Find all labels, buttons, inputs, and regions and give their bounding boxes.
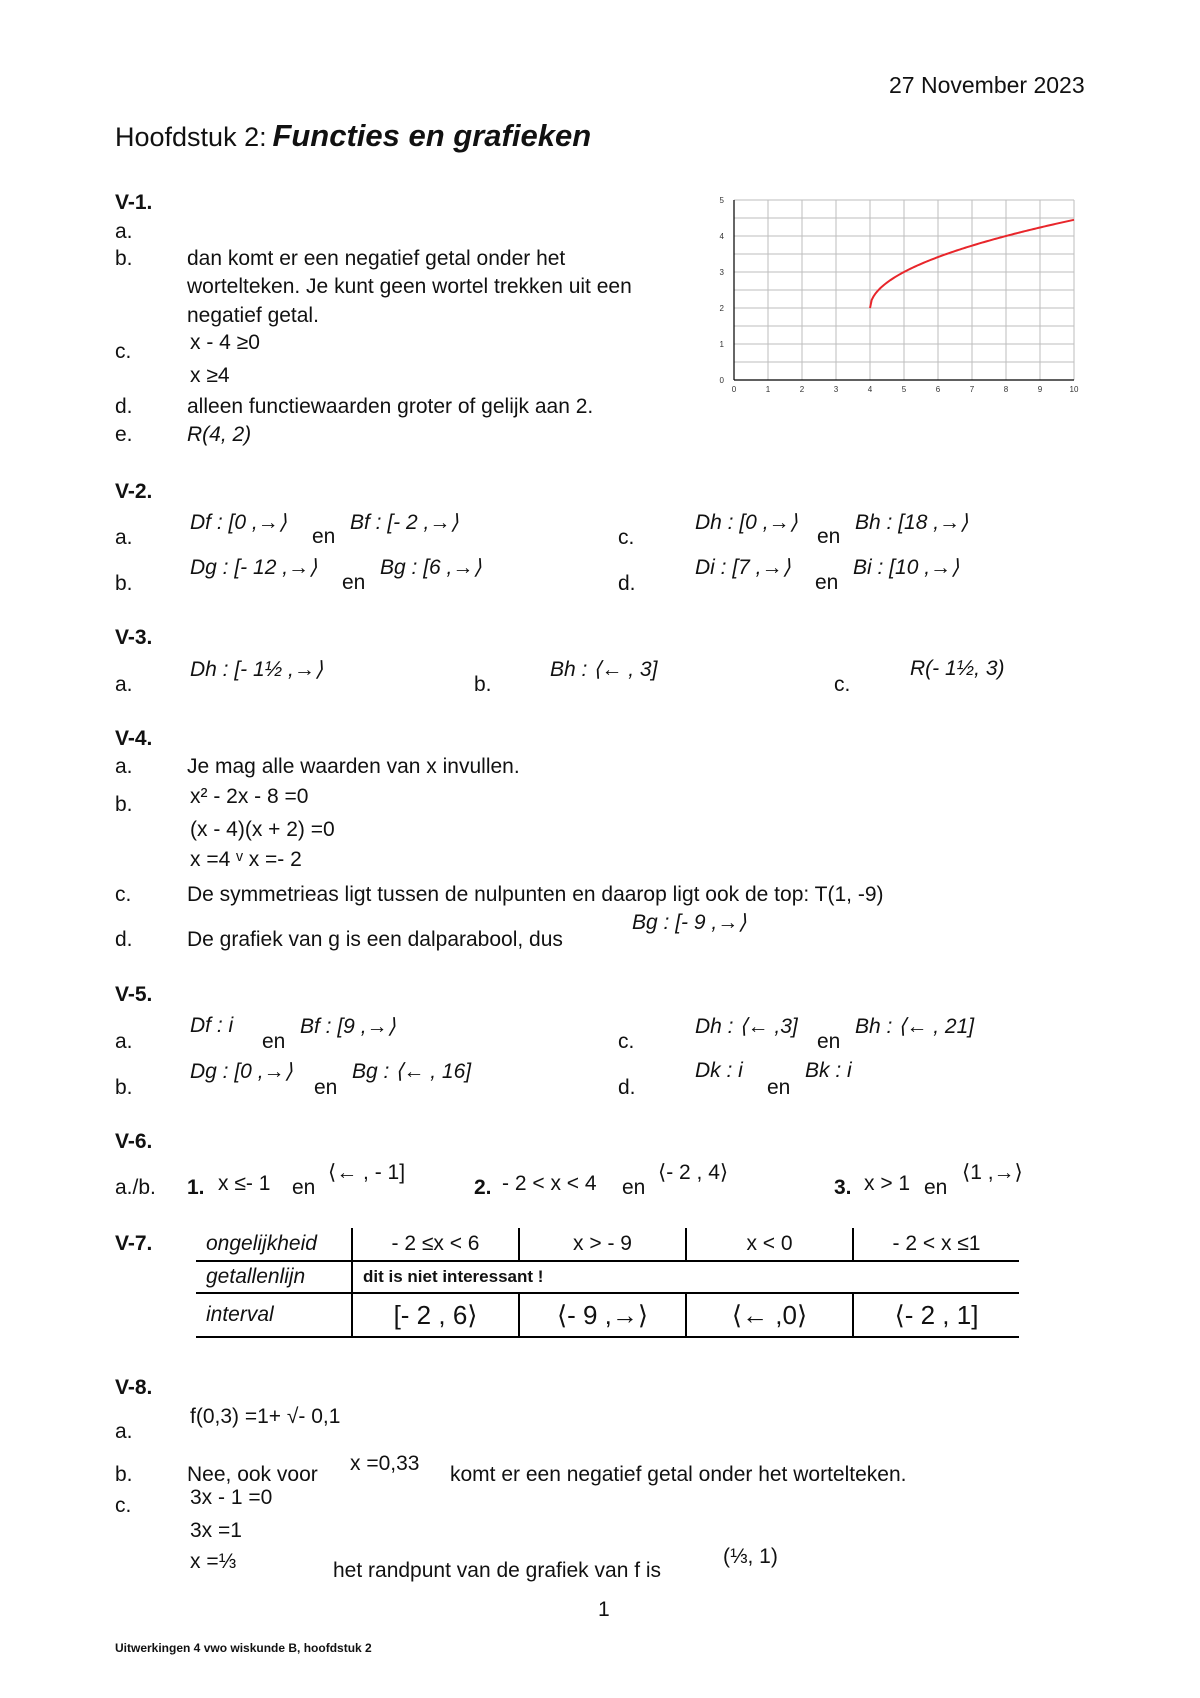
x-tick-label: 3 (833, 385, 839, 394)
v7-ineq-4: - 2 < x ≤1 (853, 1228, 1019, 1261)
x-tick-label: 7 (969, 385, 975, 394)
x-tick-label: 5 (901, 385, 907, 394)
y-tick-label: 2 (719, 304, 724, 313)
v1-a-label: a. (115, 220, 133, 243)
v5-a-range: Bf : [9 ,→⟩ (300, 1015, 396, 1038)
v2-a-domain: Df : [0 ,→⟩ (190, 511, 287, 534)
v3-b-label: b. (474, 673, 492, 696)
v5-c-label: c. (618, 1030, 635, 1053)
v1-b-label: b. (115, 247, 133, 270)
v7-interval-1: [- 2 , 6⟩ (352, 1293, 519, 1337)
v8-c-label: c. (115, 1494, 132, 1517)
v8-b-text2: komt er een negatief getal onder het wortelteken. (450, 1463, 907, 1486)
v8-head: V-8. (115, 1376, 153, 1399)
v1-e-label: e. (115, 423, 133, 446)
v4-a-text: Je mag alle waarden van x invullen. (187, 755, 520, 778)
v7-table (196, 1228, 1019, 1338)
v1-c-label: c. (115, 340, 132, 363)
v6-interval3: ⟨1 ,→⟩ (962, 1161, 1023, 1184)
v1-d-text: alleen functiewaarden groter of gelijk aan 2. (187, 395, 594, 418)
v7-row-ineq-head: ongelijkheid (196, 1228, 352, 1261)
x-tick-label: 2 (799, 385, 805, 394)
v4-d-text: De grafiek van g is een dalparabool, dus (187, 928, 563, 951)
v2-a-en: en (312, 525, 336, 548)
v2-a-range: Bf : [- 2 ,→⟩ (350, 511, 459, 534)
v3-a-text: Dh : [- 1½ ,→⟩ (190, 658, 324, 681)
v5-b-label: b. (115, 1076, 133, 1099)
v7-interval-2: ⟨- 9 ,→⟩ (519, 1293, 686, 1337)
v1-head: V-1. (115, 191, 153, 214)
x-tick-label: 1 (765, 385, 771, 394)
v6-num3: 3. (834, 1176, 852, 1199)
v5-b-range: Bg : ⟨← , 16] (352, 1060, 472, 1083)
y-tick-label: 4 (719, 232, 724, 241)
x-tick-label: 6 (935, 385, 941, 394)
v5-c-en: en (817, 1030, 841, 1053)
x-tick-label: 9 (1037, 385, 1043, 394)
v2-b-label: b. (115, 572, 133, 595)
v1-b-line1: dan komt er een negatief getal onder het (187, 247, 566, 270)
v5-c-domain: Dh : ⟨← ,3] (695, 1015, 798, 1038)
table-row (196, 1261, 1019, 1293)
v4-d-label: d. (115, 928, 133, 951)
v1-e-text: R(4, 2) (187, 423, 252, 446)
y-tick-label: 0 (719, 376, 724, 385)
v8-b-label: b. (115, 1463, 133, 1486)
v6-ineq1: x ≤- 1 (218, 1172, 271, 1195)
y-tick-label: 5 (719, 196, 724, 205)
v6-ineq3: x > 1 (864, 1172, 911, 1195)
title-main: Functies en grafieken (272, 118, 592, 153)
v8-c-line3: x =⅓ (190, 1550, 237, 1573)
v3-c-label: c. (834, 673, 851, 696)
v3-c-text: R(- 1½, 3) (910, 657, 1005, 680)
v7-row-line-head: getallenlijn (196, 1261, 352, 1293)
v7-ineq-3: x < 0 (686, 1228, 853, 1261)
v7-note: dit is niet interessant ! (352, 1261, 1019, 1293)
date: 27 November 2023 (889, 72, 1085, 98)
v2-c-range: Bh : [18 ,→⟩ (855, 511, 969, 534)
y-tick-label: 1 (719, 340, 724, 349)
title-lead: Hoofdstuk 2: (115, 122, 267, 152)
v6-interval1: ⟨← , - 1] (328, 1161, 406, 1184)
v3-b-text: Bh : ⟨← , 3] (550, 658, 658, 681)
v7-ineq-2: x > - 9 (519, 1228, 686, 1261)
v1-chart (712, 192, 1082, 402)
x-tick-label: 0 (731, 385, 737, 394)
v5-c-range: Bh : ⟨← , 21] (855, 1015, 975, 1038)
v7-interval-4: ⟨- 2 , 1] (853, 1293, 1019, 1337)
table-row (196, 1228, 1019, 1261)
v5-d-domain: Dk : i (695, 1059, 743, 1082)
v5-b-domain: Dg : [0 ,→⟩ (190, 1060, 293, 1083)
v6-num1: 1. (187, 1176, 205, 1199)
v6-en1: en (292, 1176, 316, 1199)
v7-interval-3: ⟨← ,0⟩ (686, 1293, 853, 1337)
v1-b-line2: wortelteken. Je kunt geen wortel trekken uit een (187, 275, 632, 298)
v2-a-label: a. (115, 526, 133, 549)
v2-d-label: d. (618, 572, 636, 595)
v6-label: a./b. (115, 1176, 156, 1199)
v7-head: V-7. (115, 1232, 153, 1255)
v2-c-label: c. (618, 526, 635, 549)
v6-en2: en (622, 1176, 646, 1199)
v2-d-range: Bi : [10 ,→⟩ (853, 556, 960, 579)
v4-b-line3: x =4 ᵛ x =- 2 (190, 848, 302, 871)
v2-c-domain: Dh : [0 ,→⟩ (695, 511, 798, 534)
v4-b-line1: x² - 2x - 8 =0 (190, 785, 309, 808)
v5-d-label: d. (618, 1076, 636, 1099)
page-number: 1 (598, 1598, 610, 1621)
v4-b-line2: (x - 4)(x + 2) =0 (190, 818, 335, 841)
v6-interval2: ⟨- 2 , 4⟩ (658, 1161, 729, 1184)
v8-c-line2: 3x =1 (190, 1519, 242, 1542)
v4-d-math: Bg : [- 9 ,→⟩ (632, 911, 747, 934)
v2-c-en: en (817, 525, 841, 548)
x-tick-label: 10 (1069, 385, 1079, 394)
v3-a-label: a. (115, 673, 133, 696)
v1-c-line2: x ≥4 (190, 364, 230, 387)
v2-b-domain: Dg : [- 12 ,→⟩ (190, 556, 318, 579)
v8-a-label: a. (115, 1420, 133, 1443)
v6-ineq2: - 2 < x < 4 (502, 1172, 597, 1195)
v8-c-line1: 3x - 1 =0 (190, 1486, 273, 1509)
v8-b-text1: Nee, ook voor (187, 1463, 318, 1486)
v1-d-label: d. (115, 395, 133, 418)
v6-head: V-6. (115, 1130, 153, 1153)
y-tick-label: 3 (719, 268, 724, 277)
v7-row-interval-head: interval (196, 1293, 352, 1337)
v5-b-en: en (314, 1076, 338, 1099)
v2-head: V-2. (115, 480, 153, 503)
v5-a-label: a. (115, 1030, 133, 1053)
v8-b-math: x =0,33 (350, 1452, 420, 1475)
v4-c-label: c. (115, 883, 132, 906)
v1-b-line3: negatief getal. (187, 304, 319, 327)
footer: Uitwerkingen 4 vwo wiskunde B, hoofdstuk 2 (115, 1641, 372, 1655)
table-row (196, 1293, 1019, 1337)
x-tick-label: 4 (867, 385, 873, 394)
v2-b-en: en (342, 571, 366, 594)
v2-d-en: en (815, 571, 839, 594)
v2-d-domain: Di : [7 ,→⟩ (695, 556, 791, 579)
v2-b-range: Bg : [6 ,→⟩ (380, 556, 482, 579)
v3-head: V-3. (115, 626, 153, 649)
v7-ineq-1: - 2 ≤x < 6 (352, 1228, 519, 1261)
page-title (115, 118, 591, 154)
v1-c-line1: x - 4 ≥0 (190, 331, 260, 354)
v5-head: V-5. (115, 983, 153, 1006)
v8-c-text: het randpunt van de grafiek van f is (333, 1559, 662, 1582)
v5-a-domain: Df : i (190, 1014, 234, 1037)
v4-c-text: De symmetrieas ligt tussen de nulpunten en daarop ligt ook de top: T(1, -9) (187, 883, 884, 906)
x-tick-label: 8 (1003, 385, 1009, 394)
v5-a-en: en (262, 1030, 286, 1053)
v6-en3: en (924, 1176, 948, 1199)
v4-head: V-4. (115, 727, 153, 750)
v4-a-label: a. (115, 755, 133, 778)
v8-a-text: f(0,3) =1+ √- 0,1 (190, 1405, 341, 1428)
v6-num2: 2. (474, 1176, 492, 1199)
v8-c-math: (⅓, 1) (723, 1545, 778, 1568)
v4-b-label: b. (115, 793, 133, 816)
v5-d-range: Bk : i (805, 1059, 852, 1082)
v5-d-en: en (767, 1076, 791, 1099)
